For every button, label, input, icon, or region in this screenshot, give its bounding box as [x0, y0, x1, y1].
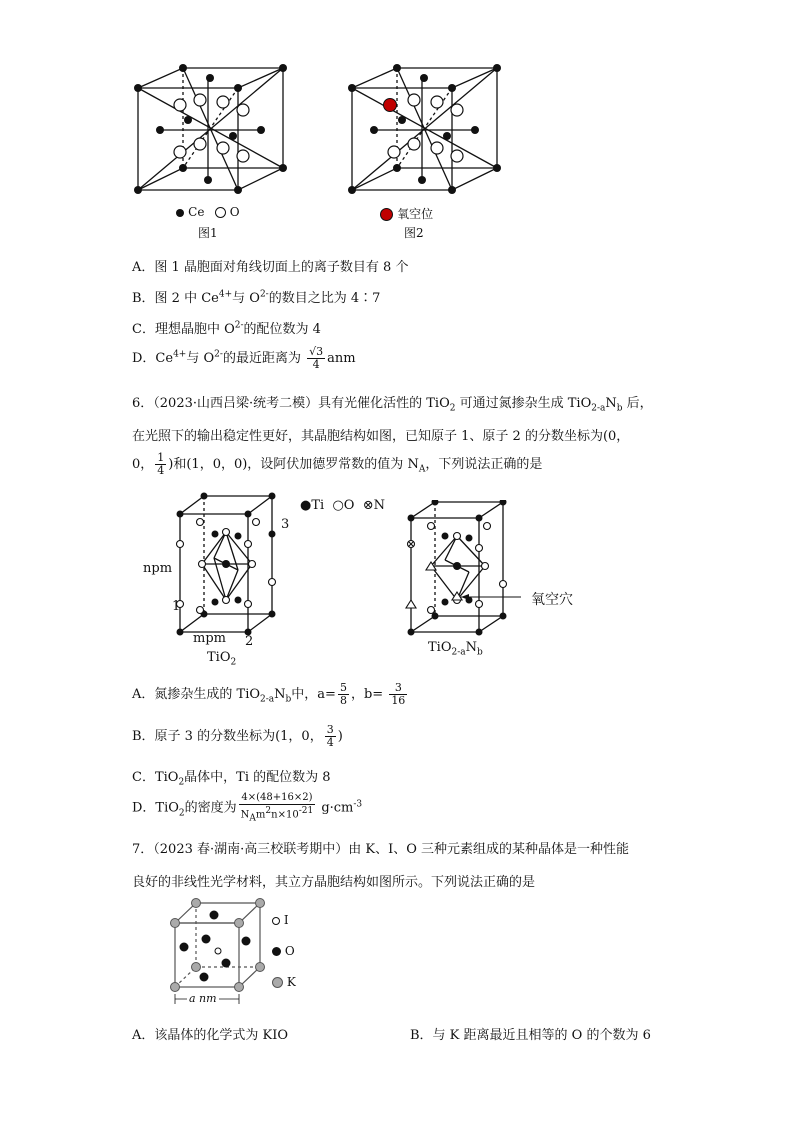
tio2-doped-unit-cell-diagram — [395, 500, 535, 640]
q5-option-d: D．$Ce^{4+}$与 $O^{2-}$的最近距离为 $\frac{√3}{4}$ anm — [132, 345, 356, 371]
oxygen-vacancy-marker — [384, 99, 397, 112]
label-npm: npm — [143, 561, 173, 576]
q5-option-a: A．图 1 晶胞面对角线切面上的离子数目有 8 个 — [132, 260, 409, 275]
fig1-legend — [176, 205, 240, 220]
q5-option-b: B．图 2 中 $Ce^{4+}$与 $O^{2-}$的数目之比为 4∶7 — [132, 289, 381, 306]
kio-legend-o: O — [272, 944, 295, 958]
label-mpm: mpm — [193, 631, 226, 646]
q5-option-c: C．理想晶胞中 $O^{2-}$的配位数为 4 — [132, 320, 321, 337]
label-atom-3: 3 — [281, 517, 290, 532]
label-atom-1: 1 — [172, 599, 181, 614]
q6-stem-line3: 0， $\frac{1}{4}$ )和(1，0，0)，设阿伏加德罗常数的值为 $N_A$，下列说法正确的是 — [132, 451, 543, 477]
q6-option-c: C．TiO$_2$晶体中，Ti 的配位数为 8 — [132, 770, 331, 788]
q7-option-a: A．该晶体的化学式为 KIO — [132, 1028, 289, 1043]
tio2-unit-cell-diagram — [160, 492, 300, 647]
oxygen-vacancy-label: 氧空穴 — [531, 592, 573, 608]
fig2-legend — [380, 205, 433, 222]
fig2-legend-vacancy: 氧空位 — [397, 207, 434, 221]
q6-option-a: A．氮掺杂生成的 $TiO_{2-a}N_b$中，a= $\frac{5}{8}$ ，b= $\frac{3}{16}$ — [132, 681, 406, 707]
q6-option-d: D．TiO$_2$的密度为 $\frac{4\times(48+16\times 2)}{N_Am^2n\times 10^{-21}}$ $g\cdot cm^{-3}$ — [132, 792, 363, 824]
ce-legend-dot — [176, 209, 184, 217]
vacancy-legend-dot — [380, 208, 393, 221]
q7-stem-line2: 良好的非线性光学材料，其立方晶胞结构如图所示。下列说法正确的是 — [132, 875, 536, 890]
q7-stem-line1: 7．（2023 春·湖南·高三校联考期中）由 K、I、O 三种元素组成的某种晶体是一种性能 — [132, 842, 630, 857]
fig2-caption: 图2 — [404, 226, 424, 240]
label-atom-2: 2 — [245, 634, 254, 649]
q6-stem-line1: 6．（2023·山西吕梁·统考二模）具有光催化活性的 TiO$_2$ 可通过氮掺杂生成 $TiO_{2-a}N_b$ 后， — [132, 396, 653, 414]
fig1-caption: 图1 — [198, 226, 218, 240]
edge-length-label: a nm — [189, 992, 217, 1005]
legend-o: ○O — [332, 498, 355, 513]
tio2-doped-caption: $TiO_{2-a}N_b$ — [428, 640, 483, 658]
fig1-legend-o: O — [229, 205, 240, 219]
legend-n: ⊗N — [362, 498, 385, 513]
kio-unit-cell-diagram — [160, 895, 275, 1007]
q6-option-b: B．原子 3 的分数坐标为(1，0， $\frac{3}{4}$ ) — [132, 723, 343, 749]
tio2-legend — [300, 498, 385, 513]
kio-legend-k: K — [272, 975, 296, 989]
fig1-legend-ce: Ce — [188, 205, 205, 219]
kio-legend-i: I — [272, 913, 289, 927]
tio2-caption: TiO$_2$ — [207, 650, 237, 668]
q6-stem-line2: 在光照下的输出稳定性更好，其晶胞结构如图，已知原子 1、原子 2 的分数坐标为(0， — [132, 429, 630, 444]
figure-1-diagram — [128, 60, 298, 205]
legend-ti: ●Ti — [300, 498, 325, 513]
q7-option-b: B．与 K 距离最近且相等的 O 的个数为 6 — [410, 1028, 651, 1043]
q5-d-fraction: $\frac{√3}{4}$ — [309, 345, 324, 371]
figure-2-diagram — [342, 60, 512, 205]
o-legend-dot — [215, 207, 226, 218]
